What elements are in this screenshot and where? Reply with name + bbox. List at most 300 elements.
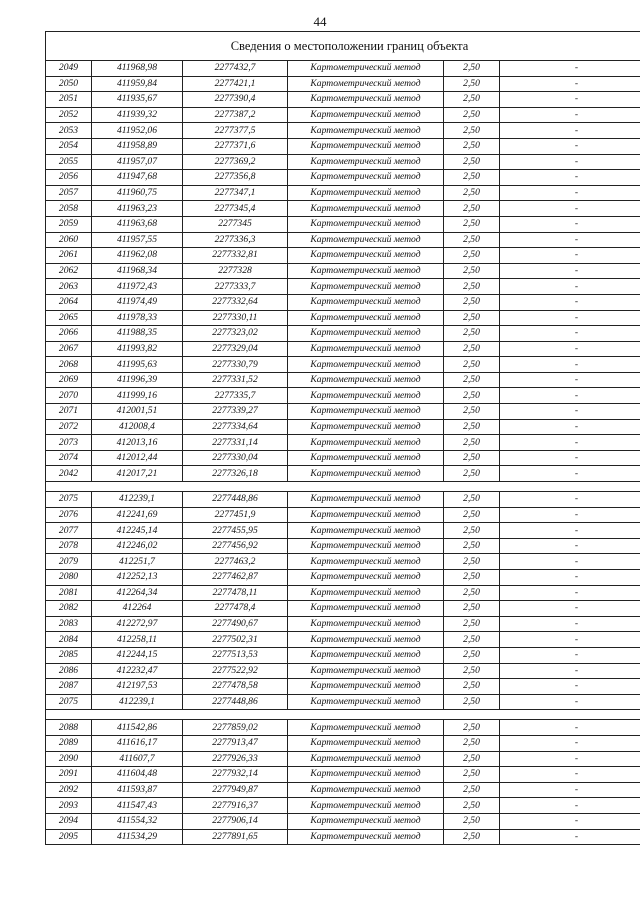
method-cell: Картометрический метод xyxy=(288,492,444,508)
accuracy-cell: 2,50 xyxy=(444,601,500,617)
method-cell: Картометрический метод xyxy=(288,372,444,388)
y-coordinate-cell: 2277339,27 xyxy=(183,404,288,420)
description-cell: - xyxy=(500,632,640,648)
table-row xyxy=(46,154,640,170)
method-cell: Картометрический метод xyxy=(288,404,444,420)
description-cell: - xyxy=(500,216,640,232)
table-row xyxy=(46,632,640,648)
point-number-cell: 2059 xyxy=(46,216,92,232)
accuracy-cell: 2,50 xyxy=(444,76,500,92)
x-coordinate-cell: 412244,15 xyxy=(92,647,183,663)
accuracy-cell: 2,50 xyxy=(444,138,500,154)
table-row xyxy=(46,435,640,451)
point-number-cell: 2083 xyxy=(46,616,92,632)
accuracy-cell: 2,50 xyxy=(444,647,500,663)
table-row xyxy=(46,326,640,342)
x-coordinate-cell: 412264,34 xyxy=(92,585,183,601)
point-number-cell: 2061 xyxy=(46,248,92,264)
method-cell: Картометрический метод xyxy=(288,632,444,648)
description-cell: - xyxy=(500,829,640,845)
description-cell: - xyxy=(500,326,640,342)
x-coordinate-cell: 412251,7 xyxy=(92,554,183,570)
y-coordinate-cell: 2277323,02 xyxy=(183,326,288,342)
method-cell: Картометрический метод xyxy=(288,554,444,570)
table-row xyxy=(46,388,640,404)
table-row xyxy=(46,357,640,373)
point-number-cell: 2086 xyxy=(46,663,92,679)
x-coordinate-cell: 412272,97 xyxy=(92,616,183,632)
method-cell: Картометрический метод xyxy=(288,294,444,310)
x-coordinate-cell: 412264 xyxy=(92,601,183,617)
table-row xyxy=(46,92,640,108)
table-row xyxy=(46,263,640,279)
y-coordinate-cell: 2277932,14 xyxy=(183,767,288,783)
description-cell: - xyxy=(500,570,640,586)
x-coordinate-cell: 411968,98 xyxy=(92,61,183,77)
point-number-cell: 2058 xyxy=(46,201,92,217)
table-row xyxy=(46,585,640,601)
x-coordinate-cell: 411952,06 xyxy=(92,123,183,139)
x-coordinate-cell: 412245,14 xyxy=(92,523,183,539)
x-coordinate-cell: 412013,16 xyxy=(92,435,183,451)
point-number-cell: 2055 xyxy=(46,154,92,170)
method-cell: Картометрический метод xyxy=(288,201,444,217)
table-row xyxy=(46,813,640,829)
accuracy-cell: 2,50 xyxy=(444,216,500,232)
y-coordinate-cell: 2277387,2 xyxy=(183,107,288,123)
table-row xyxy=(46,419,640,435)
table-row xyxy=(46,647,640,663)
method-cell: Картометрический метод xyxy=(288,185,444,201)
point-number-cell: 2063 xyxy=(46,279,92,295)
y-coordinate-cell: 2277478,58 xyxy=(183,679,288,695)
description-cell: - xyxy=(500,798,640,814)
y-coordinate-cell: 2277926,33 xyxy=(183,751,288,767)
table-row xyxy=(46,279,640,295)
point-number-cell: 2073 xyxy=(46,435,92,451)
description-cell: - xyxy=(500,76,640,92)
description-cell: - xyxy=(500,294,640,310)
point-number-cell: 2095 xyxy=(46,829,92,845)
accuracy-cell: 2,50 xyxy=(444,419,500,435)
x-coordinate-cell: 411968,34 xyxy=(92,263,183,279)
point-number-cell: 2093 xyxy=(46,798,92,814)
x-coordinate-cell: 411959,84 xyxy=(92,76,183,92)
point-number-cell: 2068 xyxy=(46,357,92,373)
table-row xyxy=(46,185,640,201)
description-cell: - xyxy=(500,357,640,373)
description-cell: - xyxy=(500,585,640,601)
description-cell: - xyxy=(500,492,640,508)
accuracy-cell: 2,50 xyxy=(444,310,500,326)
y-coordinate-cell: 2277463,2 xyxy=(183,554,288,570)
x-coordinate-cell: 411988,35 xyxy=(92,326,183,342)
y-coordinate-cell: 2277478,11 xyxy=(183,585,288,601)
y-coordinate-cell: 2277390,4 xyxy=(183,92,288,108)
method-cell: Картометрический метод xyxy=(288,326,444,342)
method-cell: Картометрический метод xyxy=(288,735,444,751)
x-coordinate-cell: 411616,17 xyxy=(92,735,183,751)
table-row xyxy=(46,341,640,357)
table-row xyxy=(46,829,640,845)
x-coordinate-cell: 412258,11 xyxy=(92,632,183,648)
point-number-cell: 2062 xyxy=(46,263,92,279)
accuracy-cell: 2,50 xyxy=(444,372,500,388)
x-coordinate-cell: 412239,1 xyxy=(92,492,183,508)
method-cell: Картометрический метод xyxy=(288,61,444,77)
description-cell: - xyxy=(500,310,640,326)
description-cell: - xyxy=(500,507,640,523)
boundary-coordinates-table xyxy=(45,31,640,845)
x-coordinate-cell: 412008,4 xyxy=(92,419,183,435)
x-coordinate-cell: 411962,08 xyxy=(92,248,183,264)
accuracy-cell: 2,50 xyxy=(444,185,500,201)
method-cell: Картометрический метод xyxy=(288,388,444,404)
description-cell: - xyxy=(500,523,640,539)
point-number-cell: 2074 xyxy=(46,450,92,466)
boundary-table-sheet xyxy=(45,31,609,845)
accuracy-cell: 2,50 xyxy=(444,538,500,554)
y-coordinate-cell: 2277513,53 xyxy=(183,647,288,663)
table-row xyxy=(46,232,640,248)
description-cell: - xyxy=(500,154,640,170)
block-separator-row xyxy=(46,482,640,492)
table-row xyxy=(46,216,640,232)
accuracy-cell: 2,50 xyxy=(444,61,500,77)
description-cell: - xyxy=(500,92,640,108)
description-cell: - xyxy=(500,720,640,736)
table-row xyxy=(46,201,640,217)
method-cell: Картометрический метод xyxy=(288,720,444,736)
y-coordinate-cell: 2277329,04 xyxy=(183,341,288,357)
description-cell: - xyxy=(500,279,640,295)
x-coordinate-cell: 411972,43 xyxy=(92,279,183,295)
table-row xyxy=(46,601,640,617)
y-coordinate-cell: 2277330,79 xyxy=(183,357,288,373)
point-number-cell: 2077 xyxy=(46,523,92,539)
method-cell: Картометрический метод xyxy=(288,232,444,248)
x-coordinate-cell: 411542,86 xyxy=(92,720,183,736)
table-row xyxy=(46,663,640,679)
x-coordinate-cell: 411935,67 xyxy=(92,92,183,108)
method-cell: Картометрический метод xyxy=(288,248,444,264)
method-cell: Картометрический метод xyxy=(288,570,444,586)
point-number-cell: 2056 xyxy=(46,170,92,186)
description-cell: - xyxy=(500,404,640,420)
x-coordinate-cell: 412246,02 xyxy=(92,538,183,554)
x-coordinate-cell: 411604,48 xyxy=(92,767,183,783)
point-number-cell: 2065 xyxy=(46,310,92,326)
point-number-cell: 2057 xyxy=(46,185,92,201)
y-coordinate-cell: 2277332,64 xyxy=(183,294,288,310)
y-coordinate-cell: 2277334,64 xyxy=(183,419,288,435)
method-cell: Картометрический метод xyxy=(288,107,444,123)
method-cell: Картометрический метод xyxy=(288,663,444,679)
y-coordinate-cell: 2277451,9 xyxy=(183,507,288,523)
table-row xyxy=(46,61,640,77)
y-coordinate-cell: 2277455,95 xyxy=(183,523,288,539)
description-cell: - xyxy=(500,663,640,679)
table-row xyxy=(46,735,640,751)
point-number-cell: 2084 xyxy=(46,632,92,648)
description-cell: - xyxy=(500,201,640,217)
y-coordinate-cell: 2277331,14 xyxy=(183,435,288,451)
accuracy-cell: 2,50 xyxy=(444,632,500,648)
accuracy-cell: 2,50 xyxy=(444,523,500,539)
method-cell: Картометрический метод xyxy=(288,694,444,710)
accuracy-cell: 2,50 xyxy=(444,466,500,482)
x-coordinate-cell: 411996,39 xyxy=(92,372,183,388)
y-coordinate-cell: 2277913,47 xyxy=(183,735,288,751)
table-row xyxy=(46,616,640,632)
accuracy-cell: 2,50 xyxy=(444,694,500,710)
accuracy-cell: 2,50 xyxy=(444,107,500,123)
accuracy-cell: 2,50 xyxy=(444,492,500,508)
point-number-cell: 2054 xyxy=(46,138,92,154)
x-coordinate-cell: 411534,29 xyxy=(92,829,183,845)
method-cell: Картометрический метод xyxy=(288,782,444,798)
table-row xyxy=(46,107,640,123)
table-row xyxy=(46,492,640,508)
table-row xyxy=(46,372,640,388)
accuracy-cell: 2,50 xyxy=(444,616,500,632)
description-cell: - xyxy=(500,616,640,632)
table-row xyxy=(46,404,640,420)
method-cell: Картометрический метод xyxy=(288,170,444,186)
x-coordinate-cell: 411957,55 xyxy=(92,232,183,248)
table-title: Сведения о местоположении границ объекта xyxy=(46,32,640,61)
description-cell: - xyxy=(500,341,640,357)
accuracy-cell: 2,50 xyxy=(444,720,500,736)
point-number-cell: 2049 xyxy=(46,61,92,77)
method-cell: Картометрический метод xyxy=(288,679,444,695)
accuracy-cell: 2,50 xyxy=(444,450,500,466)
x-coordinate-cell: 412197,53 xyxy=(92,679,183,695)
y-coordinate-cell: 2277502,31 xyxy=(183,632,288,648)
y-coordinate-cell: 2277949,87 xyxy=(183,782,288,798)
method-cell: Картометрический метод xyxy=(288,585,444,601)
y-coordinate-cell: 2277859,02 xyxy=(183,720,288,736)
table-row xyxy=(46,751,640,767)
y-coordinate-cell: 2277347,1 xyxy=(183,185,288,201)
point-number-cell: 2066 xyxy=(46,326,92,342)
accuracy-cell: 2,50 xyxy=(444,404,500,420)
x-coordinate-cell: 412232,47 xyxy=(92,663,183,679)
x-coordinate-cell: 412252,13 xyxy=(92,570,183,586)
point-number-cell: 2050 xyxy=(46,76,92,92)
point-number-cell: 2070 xyxy=(46,388,92,404)
description-cell: - xyxy=(500,138,640,154)
y-coordinate-cell: 2277326,18 xyxy=(183,466,288,482)
description-cell: - xyxy=(500,372,640,388)
description-cell: - xyxy=(500,735,640,751)
description-cell: - xyxy=(500,107,640,123)
x-coordinate-cell: 411963,68 xyxy=(92,216,183,232)
x-coordinate-cell: 412012,44 xyxy=(92,450,183,466)
accuracy-cell: 2,50 xyxy=(444,201,500,217)
description-cell: - xyxy=(500,751,640,767)
accuracy-cell: 2,50 xyxy=(444,435,500,451)
method-cell: Картометрический метод xyxy=(288,466,444,482)
method-cell: Картометрический метод xyxy=(288,123,444,139)
point-number-cell: 2064 xyxy=(46,294,92,310)
method-cell: Картометрический метод xyxy=(288,507,444,523)
point-number-cell: 2080 xyxy=(46,570,92,586)
x-coordinate-cell: 411974,49 xyxy=(92,294,183,310)
x-coordinate-cell: 412001,51 xyxy=(92,404,183,420)
point-number-cell: 2091 xyxy=(46,767,92,783)
point-number-cell: 2075 xyxy=(46,492,92,508)
method-cell: Картометрический метод xyxy=(288,263,444,279)
accuracy-cell: 2,50 xyxy=(444,123,500,139)
x-coordinate-cell: 411958,89 xyxy=(92,138,183,154)
description-cell: - xyxy=(500,435,640,451)
point-number-cell: 2071 xyxy=(46,404,92,420)
accuracy-cell: 2,50 xyxy=(444,294,500,310)
table-row xyxy=(46,554,640,570)
point-number-cell: 2053 xyxy=(46,123,92,139)
y-coordinate-cell: 2277345 xyxy=(183,216,288,232)
description-cell: - xyxy=(500,647,640,663)
table-row xyxy=(46,123,640,139)
point-number-cell: 2051 xyxy=(46,92,92,108)
accuracy-cell: 2,50 xyxy=(444,326,500,342)
table-row xyxy=(46,679,640,695)
point-number-cell: 2092 xyxy=(46,782,92,798)
method-cell: Картометрический метод xyxy=(288,829,444,845)
point-number-cell: 2042 xyxy=(46,466,92,482)
method-cell: Картометрический метод xyxy=(288,813,444,829)
method-cell: Картометрический метод xyxy=(288,450,444,466)
x-coordinate-cell: 411947,68 xyxy=(92,170,183,186)
accuracy-cell: 2,50 xyxy=(444,798,500,814)
accuracy-cell: 2,50 xyxy=(444,663,500,679)
y-coordinate-cell: 2277332,81 xyxy=(183,248,288,264)
table-row xyxy=(46,170,640,186)
x-coordinate-cell: 411554,32 xyxy=(92,813,183,829)
description-cell: - xyxy=(500,450,640,466)
x-coordinate-cell: 412241,69 xyxy=(92,507,183,523)
point-number-cell: 2076 xyxy=(46,507,92,523)
accuracy-cell: 2,50 xyxy=(444,279,500,295)
method-cell: Картометрический метод xyxy=(288,76,444,92)
description-cell: - xyxy=(500,813,640,829)
accuracy-cell: 2,50 xyxy=(444,154,500,170)
method-cell: Картометрический метод xyxy=(288,92,444,108)
method-cell: Картометрический метод xyxy=(288,616,444,632)
separator-cell xyxy=(46,710,640,720)
y-coordinate-cell: 2277462,87 xyxy=(183,570,288,586)
y-coordinate-cell: 2277330,04 xyxy=(183,450,288,466)
x-coordinate-cell: 411995,63 xyxy=(92,357,183,373)
x-coordinate-cell: 411593,87 xyxy=(92,782,183,798)
y-coordinate-cell: 2277448,86 xyxy=(183,492,288,508)
accuracy-cell: 2,50 xyxy=(444,232,500,248)
y-coordinate-cell: 2277330,11 xyxy=(183,310,288,326)
description-cell: - xyxy=(500,248,640,264)
x-coordinate-cell: 411960,75 xyxy=(92,185,183,201)
y-coordinate-cell: 2277333,7 xyxy=(183,279,288,295)
description-cell: - xyxy=(500,466,640,482)
y-coordinate-cell: 2277371,6 xyxy=(183,138,288,154)
table-row xyxy=(46,507,640,523)
y-coordinate-cell: 2277377,5 xyxy=(183,123,288,139)
accuracy-cell: 2,50 xyxy=(444,782,500,798)
accuracy-cell: 2,50 xyxy=(444,357,500,373)
point-number-cell: 2082 xyxy=(46,601,92,617)
method-cell: Картометрический метод xyxy=(288,357,444,373)
point-number-cell: 2087 xyxy=(46,679,92,695)
point-number-cell: 2052 xyxy=(46,107,92,123)
description-cell: - xyxy=(500,232,640,248)
point-number-cell: 2060 xyxy=(46,232,92,248)
point-number-cell: 2078 xyxy=(46,538,92,554)
point-number-cell: 2090 xyxy=(46,751,92,767)
accuracy-cell: 2,50 xyxy=(444,263,500,279)
y-coordinate-cell: 2277421,1 xyxy=(183,76,288,92)
x-coordinate-cell: 411978,33 xyxy=(92,310,183,326)
description-cell: - xyxy=(500,554,640,570)
y-coordinate-cell: 2277522,92 xyxy=(183,663,288,679)
description-cell: - xyxy=(500,123,640,139)
accuracy-cell: 2,50 xyxy=(444,813,500,829)
y-coordinate-cell: 2277369,2 xyxy=(183,154,288,170)
description-cell: - xyxy=(500,538,640,554)
point-number-cell: 2089 xyxy=(46,735,92,751)
table-row xyxy=(46,798,640,814)
x-coordinate-cell: 411547,43 xyxy=(92,798,183,814)
table-row xyxy=(46,523,640,539)
table-row xyxy=(46,767,640,783)
accuracy-cell: 2,50 xyxy=(444,767,500,783)
table-row xyxy=(46,76,640,92)
accuracy-cell: 2,50 xyxy=(444,751,500,767)
description-cell: - xyxy=(500,767,640,783)
point-number-cell: 2085 xyxy=(46,647,92,663)
method-cell: Картометрический метод xyxy=(288,538,444,554)
accuracy-cell: 2,50 xyxy=(444,248,500,264)
accuracy-cell: 2,50 xyxy=(444,735,500,751)
description-cell: - xyxy=(500,679,640,695)
accuracy-cell: 2,50 xyxy=(444,570,500,586)
method-cell: Картометрический метод xyxy=(288,310,444,326)
description-cell: - xyxy=(500,61,640,77)
method-cell: Картометрический метод xyxy=(288,216,444,232)
table-row xyxy=(46,720,640,736)
table-row xyxy=(46,570,640,586)
table-row xyxy=(46,694,640,710)
table-row xyxy=(46,782,640,798)
method-cell: Картометрический метод xyxy=(288,279,444,295)
point-number-cell: 2088 xyxy=(46,720,92,736)
x-coordinate-cell: 411957,07 xyxy=(92,154,183,170)
method-cell: Картометрический метод xyxy=(288,138,444,154)
table-title-row xyxy=(46,32,640,61)
point-number-cell: 2094 xyxy=(46,813,92,829)
description-cell: - xyxy=(500,263,640,279)
description-cell: - xyxy=(500,170,640,186)
description-cell: - xyxy=(500,419,640,435)
x-coordinate-cell: 411963,23 xyxy=(92,201,183,217)
accuracy-cell: 2,50 xyxy=(444,388,500,404)
x-coordinate-cell: 412017,21 xyxy=(92,466,183,482)
y-coordinate-cell: 2277328 xyxy=(183,263,288,279)
table-row xyxy=(46,538,640,554)
y-coordinate-cell: 2277478,4 xyxy=(183,601,288,617)
y-coordinate-cell: 2277432,7 xyxy=(183,61,288,77)
accuracy-cell: 2,50 xyxy=(444,585,500,601)
y-coordinate-cell: 2277345,4 xyxy=(183,201,288,217)
